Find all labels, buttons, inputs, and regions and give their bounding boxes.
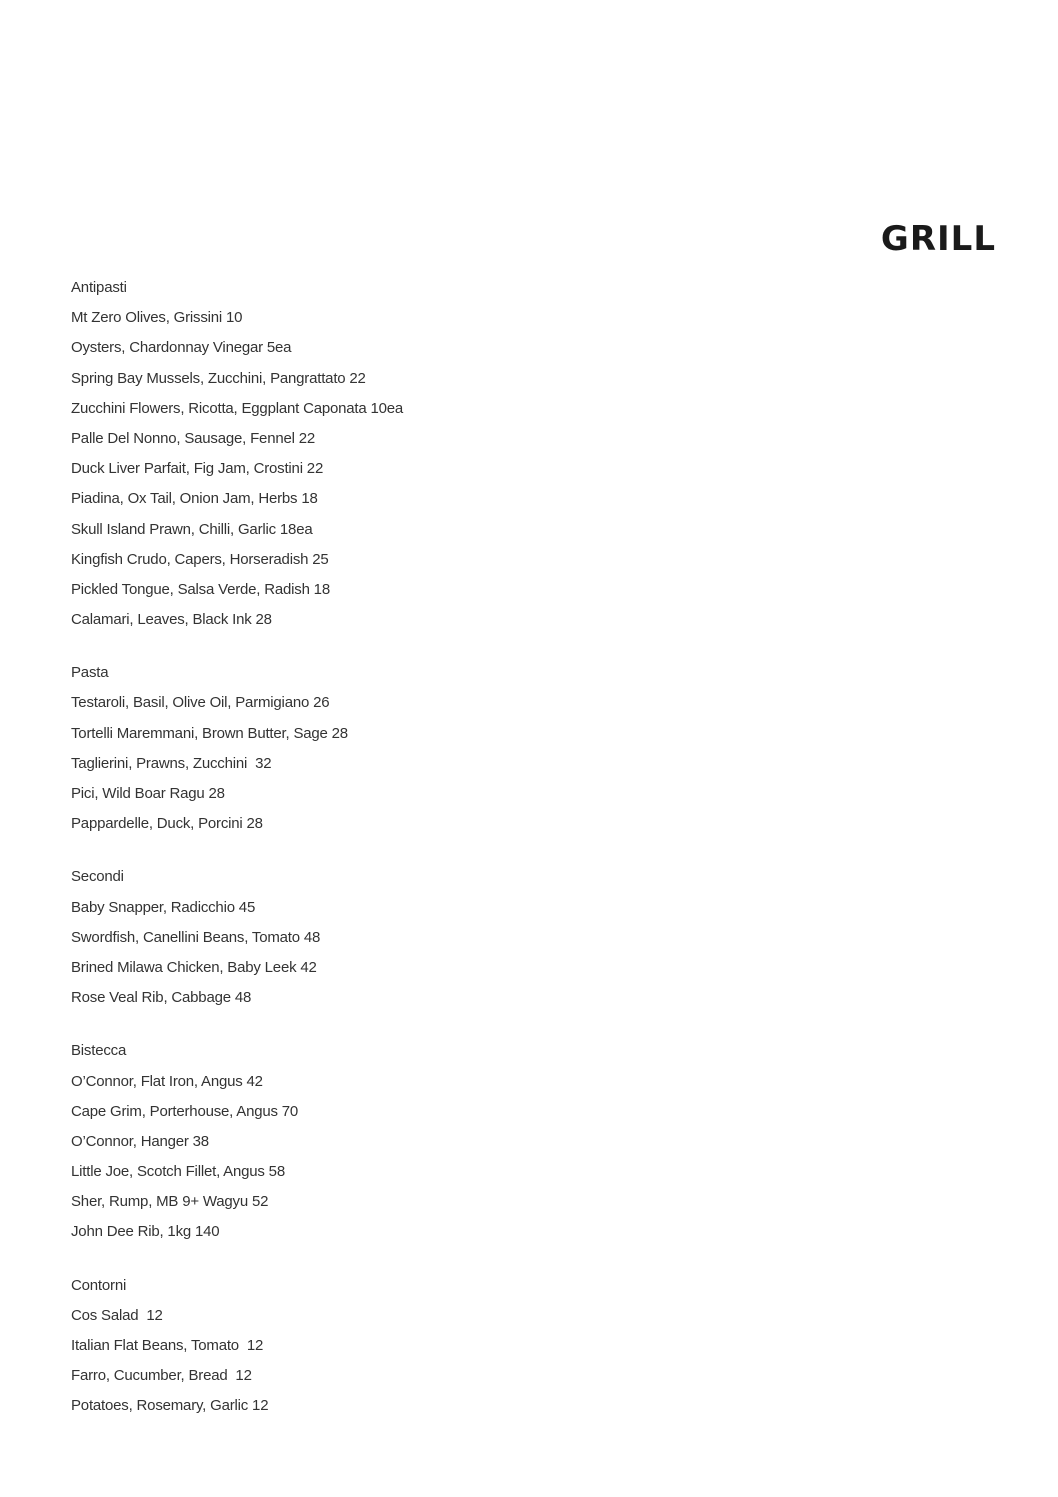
menu-item: Pappardelle, Duck, Porcini 28	[71, 815, 263, 833]
menu-item: Tortelli Maremmani, Brown Butter, Sage 28	[71, 724, 348, 742]
section-antipasti	[71, 273, 771, 635]
menu-item: Taglierini, Prawns, Zucchini 32	[71, 754, 272, 772]
section-heading: Bistecca	[71, 1042, 127, 1060]
menu-item: Cape Grim, Porterhouse, Angus 70	[71, 1102, 299, 1120]
item-list	[71, 1301, 771, 1422]
menu-item: Baby Snapper, Radicchio 45	[71, 898, 256, 916]
menu-item: Swordfish, Canellini Beans, Tomato 48	[71, 928, 321, 946]
menu-item: Testaroli, Basil, Olive Oil, Parmigiano 26	[71, 694, 330, 712]
item-list	[71, 893, 771, 1014]
menu-item: Farro, Cucumber, Bread 12	[71, 1367, 252, 1385]
menu-item: Duck Liver Parfait, Fig Jam, Crostini 22	[71, 460, 324, 478]
menu-item: Kingfish Crudo, Capers, Horseradish 25	[71, 550, 329, 568]
menu-item: Calamari, Leaves, Black Ink 28	[71, 611, 272, 629]
menu-item: Mt Zero Olives, Grissini 10	[71, 309, 243, 327]
menu-item: Spring Bay Mussels, Zucchini, Pangrattato 22	[71, 369, 366, 387]
item-list	[71, 688, 771, 839]
menu-item: Italian Flat Beans, Tomato 12	[71, 1337, 264, 1354]
menu-item: Rose Veal Rib, Cabbage 48	[71, 989, 252, 1007]
menu-item: Skull Island Prawn, Chilli, Garlic 18ea	[71, 520, 313, 538]
menu-item: Potatoes, Rosemary, Garlic 12	[71, 1397, 269, 1415]
menu-list	[71, 273, 771, 1445]
menu-item: Piadina, Ox Tail, Onion Jam, Herbs 18	[71, 490, 318, 508]
menu-item: Sher, Rump, MB 9+ Wagyu 52	[71, 1193, 269, 1211]
menu-item: Oysters, Chardonnay Vinegar 5ea	[71, 339, 292, 357]
item-list	[71, 1067, 771, 1248]
menu-item: Little Joe, Scotch Fillet, Angus 58	[71, 1163, 285, 1181]
section-heading: Antipasti	[71, 279, 127, 296]
grill-logo: GRILL	[880, 219, 996, 259]
menu-item: John Dee Rib, 1kg 140	[71, 1223, 220, 1241]
section-pasta	[71, 658, 771, 839]
menu-item: Pickled Tongue, Salsa Verde, Radish 18	[71, 580, 330, 598]
section-heading: Contorni	[71, 1276, 127, 1294]
menu-item: Zucchini Flowers, Ricotta, Eggplant Caponata 10ea	[71, 399, 404, 417]
menu-item: Palle Del Nonno, Sausage, Fennel 22	[71, 429, 316, 447]
menu-item: Cos Salad 12	[71, 1306, 163, 1324]
section-contorni	[71, 1271, 771, 1422]
section-heading: Secondi	[71, 868, 124, 886]
section-heading: Pasta	[71, 664, 109, 682]
menu-item: Brined Milawa Chicken, Baby Leek 42	[71, 958, 317, 976]
menu-item: Pici, Wild Boar Ragu 28	[71, 785, 225, 802]
menu-item: O’Connor, Hanger 38	[71, 1132, 209, 1150]
item-list	[71, 303, 771, 635]
section-secondi	[71, 862, 771, 1013]
section-bistecca	[71, 1036, 771, 1247]
menu-item: O’Connor, Flat Iron, Angus 42	[71, 1072, 263, 1090]
